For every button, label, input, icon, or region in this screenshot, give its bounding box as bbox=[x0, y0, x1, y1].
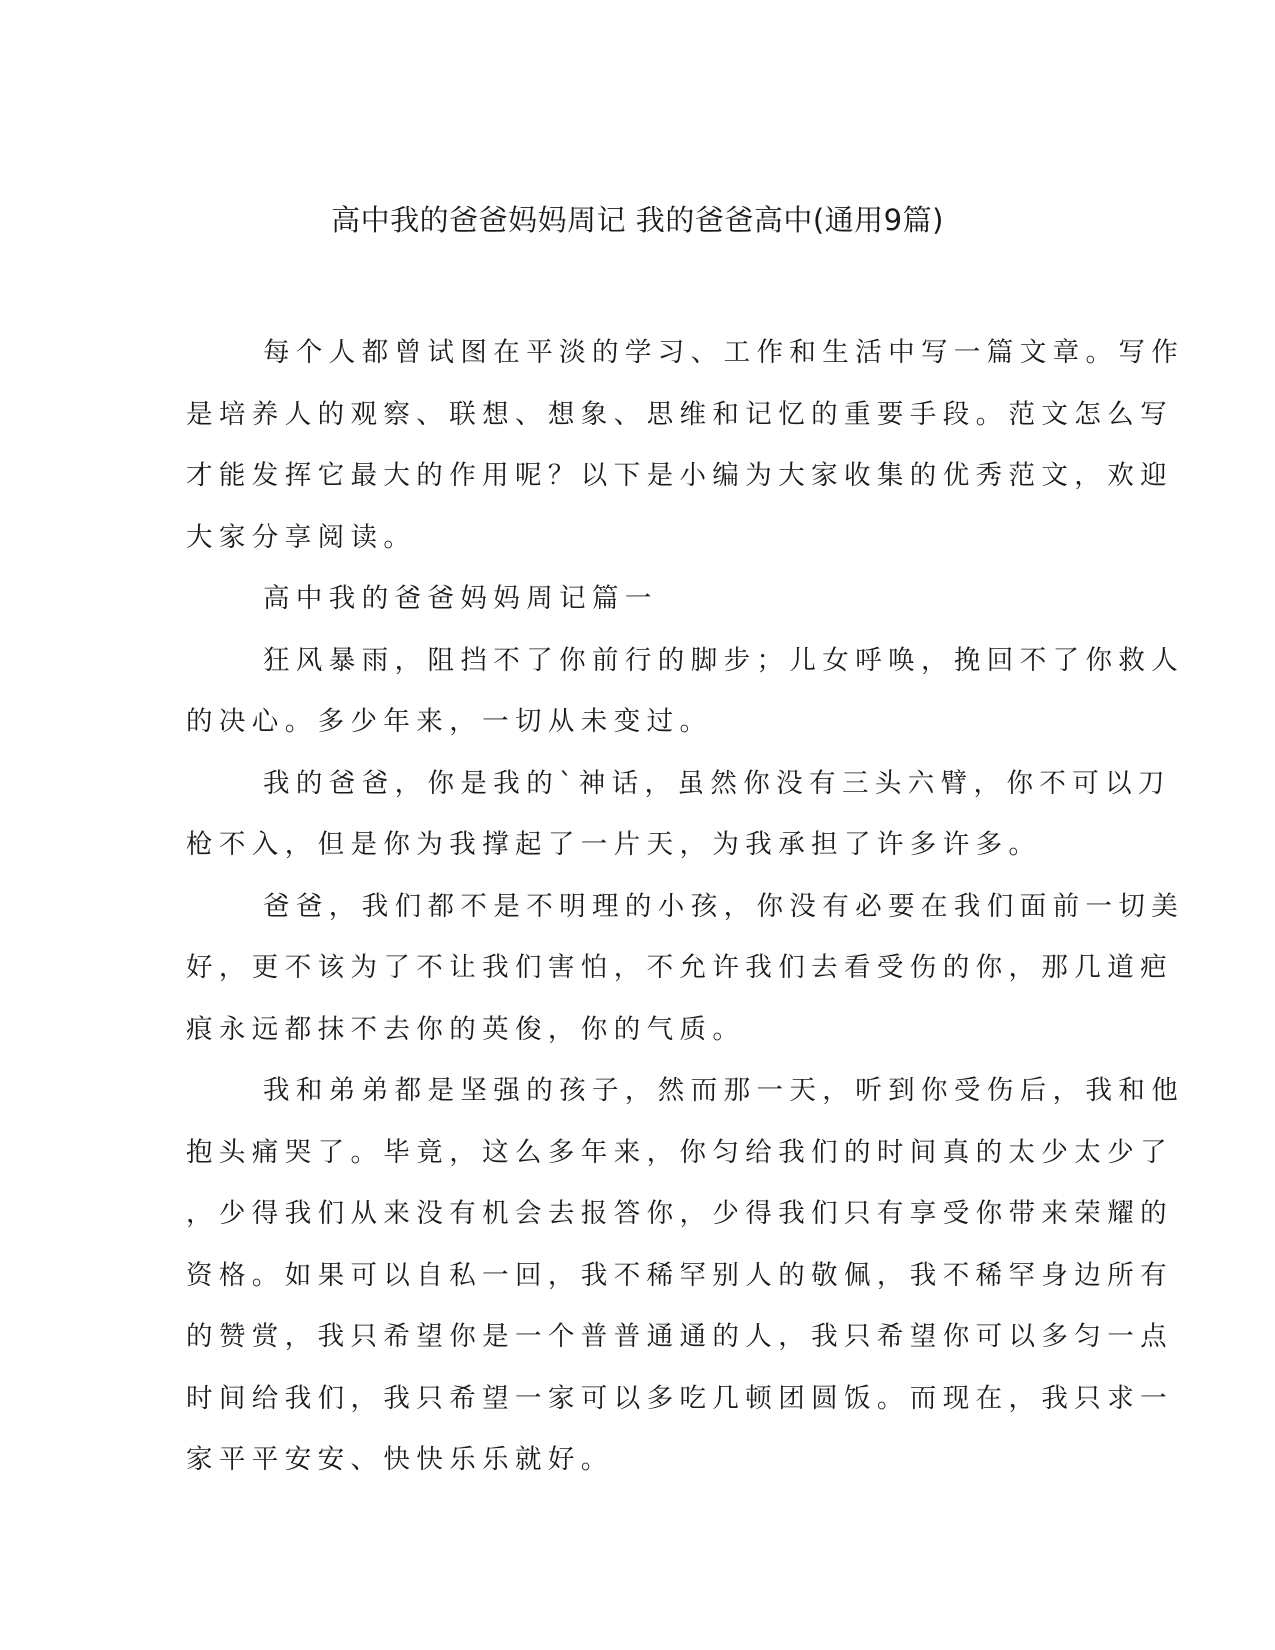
paragraph-line: 是培养人的观察、联想、想象、思维和记忆的重要手段。范文怎么写 bbox=[186, 398, 1173, 430]
paragraph-line: 我的爸爸，你是我的`神话，虽然你没有三头六臂，你不可以刀 bbox=[263, 767, 1171, 799]
paragraph-line: 家平平安安、快快乐乐就好。 bbox=[186, 1444, 614, 1475]
paragraph-line: 抱头痛哭了。毕竟，这么多年来，你匀给我们的时间真的太少太少了 bbox=[186, 1136, 1173, 1168]
document-body bbox=[186, 322, 1185, 1491]
paragraph-line: 枪不入，但是你为我撑起了一片天，为我承担了许多许多。 bbox=[186, 829, 1042, 860]
paragraph-line: 爸爸，我们都不是不明理的小孩，你没有必要在我们面前一切美 bbox=[263, 890, 1185, 922]
paragraph-line: ，少得我们从来没有机会去报答你，少得我们只有享受你带来荣耀的 bbox=[186, 1198, 1173, 1229]
paragraph-line: 狂风暴雨，阻挡不了你前行的脚步；儿女呼唤，挽回不了你救人 bbox=[263, 644, 1185, 676]
paragraph-line: 时间给我们，我只希望一家可以多吃几顿团圆饭。而现在，我只求一 bbox=[186, 1382, 1173, 1414]
paragraph-line: 资格。如果可以自私一回，我不稀罕别人的敬佩，我不稀罕身边所有 bbox=[186, 1259, 1173, 1291]
paragraph-line: 我和弟弟都是坚强的孩子，然而那一天，听到你受伤后，我和他 bbox=[263, 1075, 1185, 1106]
paragraph-line: 好，更不该为了不让我们害怕，不允许我们去看受伤的你，那几道疤 bbox=[186, 952, 1173, 983]
paragraph-line: 痕永远都抹不去你的英俊，你的气质。 bbox=[186, 1013, 746, 1045]
paragraph-line: 才能发挥它最大的作用呢？以下是小编为大家收集的优秀范文，欢迎 bbox=[186, 460, 1173, 491]
section-heading: 高中我的爸爸妈妈周记篇一 bbox=[263, 583, 658, 614]
document-title: 高中我的爸爸妈妈周记 我的爸爸高中(通用9篇) bbox=[331, 203, 944, 237]
paragraph-line: 每个人都曾试图在平淡的学习、工作和生活中写一篇文章。写作 bbox=[263, 337, 1185, 368]
paragraph-line: 的赞赏，我只希望你是一个普普通通的人，我只希望你可以多匀一点 bbox=[186, 1321, 1173, 1352]
paragraph-line: 的决心。多少年来，一切从未变过。 bbox=[186, 706, 713, 737]
paragraph-line: 大家分享阅读。 bbox=[186, 521, 417, 553]
